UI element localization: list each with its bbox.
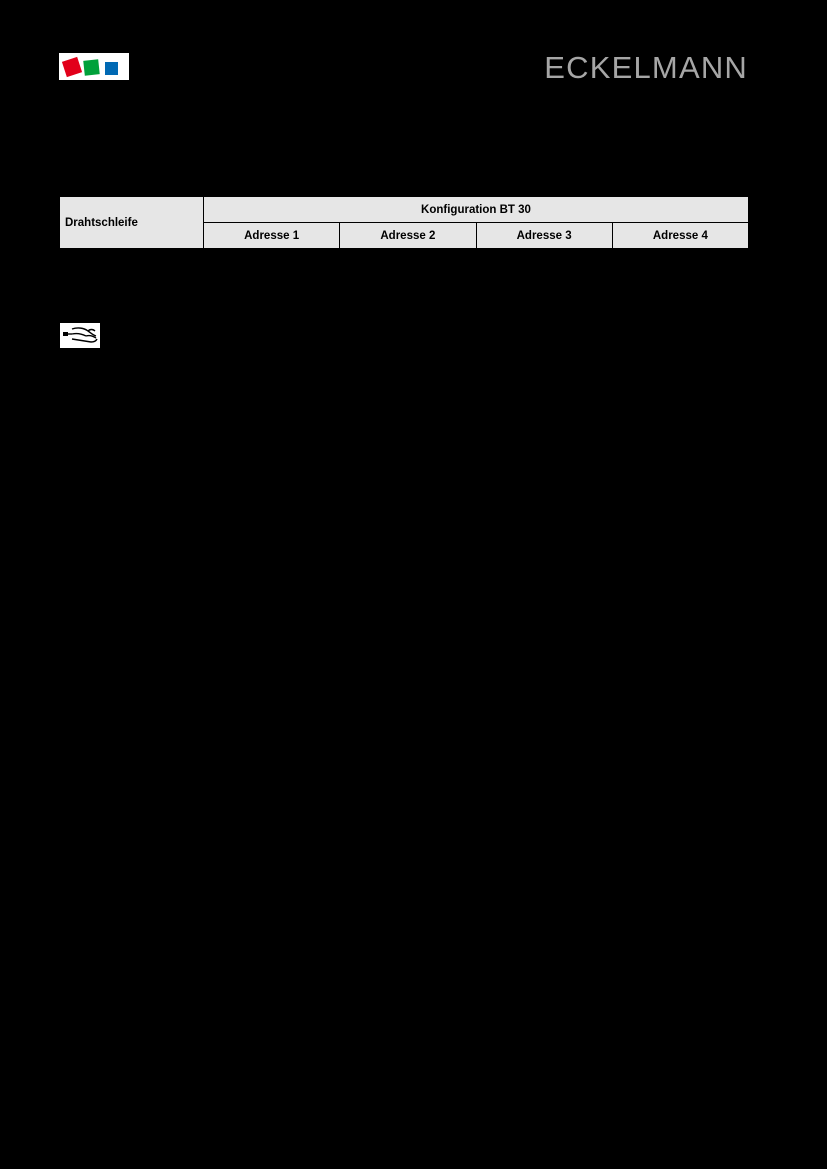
column-header-adresse-2: Adresse 2 <box>340 223 476 249</box>
logo-square-blue-icon <box>105 62 118 75</box>
column-header-adresse-4: Adresse 4 <box>612 223 748 249</box>
row-header-drahtschleife: Drahtschleife <box>60 197 204 249</box>
pointing-hand-icon <box>60 323 100 348</box>
table-row <box>60 197 749 223</box>
brand-wordmark: ECKELMANN <box>544 50 748 85</box>
configuration-table <box>59 196 749 249</box>
logo-square-red-icon <box>62 57 82 77</box>
column-header-adresse-1: Adresse 1 <box>204 223 340 249</box>
logo-square-green-icon <box>83 59 99 75</box>
column-header-adresse-3: Adresse 3 <box>476 223 612 249</box>
table-title-konfiguration: Konfiguration BT 30 <box>204 197 749 223</box>
brand-logo <box>59 53 129 80</box>
